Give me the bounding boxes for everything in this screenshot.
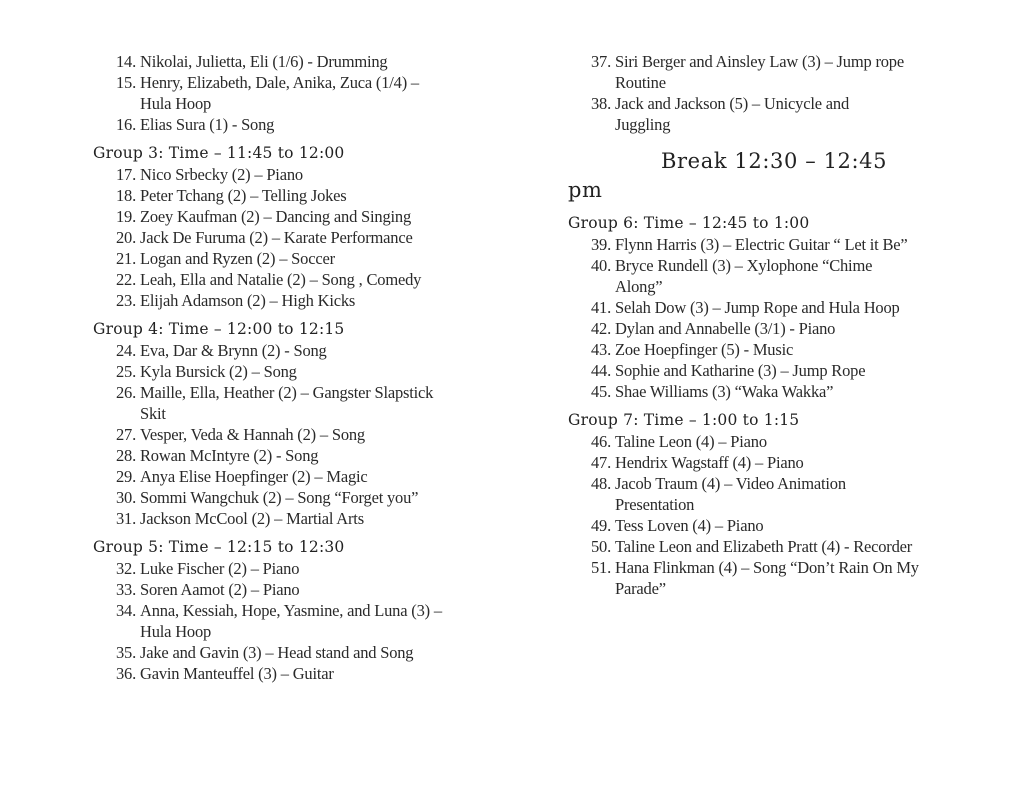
list-item: 45. Shae Williams (3) “Waka Wakka” xyxy=(591,382,834,401)
list-item: 35. Jake and Gavin (3) – Head stand and Song xyxy=(116,643,414,662)
list-item: 26. Maille, Ella, Heather (2) – Gangster Slapstick Skit xyxy=(116,383,434,423)
group-3-heading: Group 3: Time – 11:45 to 12:00 xyxy=(93,144,345,162)
group-7-heading: Group 7: Time – 1:00 to 1:15 xyxy=(568,411,800,429)
list-item: 49. Tess Loven (4) – Piano xyxy=(591,516,764,535)
list-item: 14. Nikolai, Julietta, Eli (1/6) - Drumming xyxy=(116,52,388,71)
list-item: 30. Sommi Wangchuk (2) – Song “Forget you” xyxy=(116,488,419,507)
list-item: 46. Taline Leon (4) – Piano xyxy=(591,432,767,451)
list-item: 23. Elijah Adamson (2) – High Kicks xyxy=(116,291,356,310)
item-list-top xyxy=(568,51,1008,135)
group-4-heading: Group 4: Time – 12:00 to 12:15 xyxy=(93,320,345,338)
group-5-heading: Group 5: Time – 12:15 to 12:30 xyxy=(93,538,345,556)
list-item: 48. Jacob Traum (4) – Video Animation Presentation xyxy=(591,474,846,514)
break-time-text: Break 12:30 – 12:45 xyxy=(661,149,888,173)
list-item: 25. Kyla Bursick (2) – Song xyxy=(116,362,297,381)
group-5-list xyxy=(93,558,533,684)
group-6-list xyxy=(568,234,1008,402)
list-item: 50. Taline Leon and Elizabeth Pratt (4) - Recorder xyxy=(591,537,913,556)
list-item: 22. Leah, Ella and Natalie (2) – Song , Comedy xyxy=(116,270,422,289)
list-item: 20. Jack De Furuma (2) – Karate Performance xyxy=(116,228,413,247)
list-item: 18. Peter Tchang (2) – Telling Jokes xyxy=(116,186,347,205)
list-item: 21. Logan and Ryzen (2) – Soccer xyxy=(116,249,335,268)
list-item: 34. Anna, Kessiah, Hope, Yasmine, and Luna (3) – Hula Hoop xyxy=(116,601,442,641)
list-item: 32. Luke Fischer (2) – Piano xyxy=(116,559,300,578)
list-item: 40. Bryce Rundell (3) – Xylophone “Chime Along” xyxy=(591,256,873,296)
group-7-list xyxy=(568,431,1008,599)
list-item: 31. Jackson McCool (2) – Martial Arts xyxy=(116,509,364,528)
list-item: 16. Elias Sura (1) - Song xyxy=(116,115,275,134)
break-heading xyxy=(568,147,1008,205)
list-item: 27. Vesper, Veda & Hannah (2) – Song xyxy=(116,425,365,444)
list-item: 36. Gavin Manteuffel (3) – Guitar xyxy=(116,664,334,683)
list-item: 28. Rowan McIntyre (2) - Song xyxy=(116,446,319,465)
right-column xyxy=(568,51,1008,599)
list-item: 33. Soren Aamot (2) – Piano xyxy=(116,580,300,599)
item-list-top xyxy=(93,51,533,135)
list-item: 43. Zoe Hoepfinger (5) - Music xyxy=(591,340,794,359)
break-time-suffix: pm xyxy=(568,178,603,202)
left-column xyxy=(93,51,533,684)
list-item: 29. Anya Elise Hoepfinger (2) – Magic xyxy=(116,467,368,486)
list-item: 24. Eva, Dar & Brynn (2) - Song xyxy=(116,341,327,360)
group-6-heading: Group 6: Time – 12:45 to 1:00 xyxy=(568,214,810,232)
group-3-list xyxy=(93,164,533,311)
list-item: 19. Zoey Kaufman (2) – Dancing and Singing xyxy=(116,207,411,226)
list-item: 37. Siri Berger and Ainsley Law (3) – Jump rope Routine xyxy=(591,52,904,92)
list-item: 39. Flynn Harris (3) – Electric Guitar “ Let it Be” xyxy=(591,235,908,254)
list-item: 17. Nico Srbecky (2) – Piano xyxy=(116,165,303,184)
list-item: 38. Jack and Jackson (5) – Unicycle and Juggling xyxy=(591,94,849,134)
list-item: 44. Sophie and Katharine (3) – Jump Rope xyxy=(591,361,866,380)
list-item: 41. Selah Dow (3) – Jump Rope and Hula Hoop xyxy=(591,298,900,317)
group-4-list xyxy=(93,340,533,529)
list-item: 42. Dylan and Annabelle (3/1) - Piano xyxy=(591,319,836,338)
list-item: 51. Hana Flinkman (4) – Song “Don’t Rain On My Parade” xyxy=(591,558,919,598)
list-item: 15. Henry, Elizabeth, Dale, Anika, Zuca (1/4) – Hula Hoop xyxy=(116,73,419,113)
list-item: 47. Hendrix Wagstaff (4) – Piano xyxy=(591,453,804,472)
